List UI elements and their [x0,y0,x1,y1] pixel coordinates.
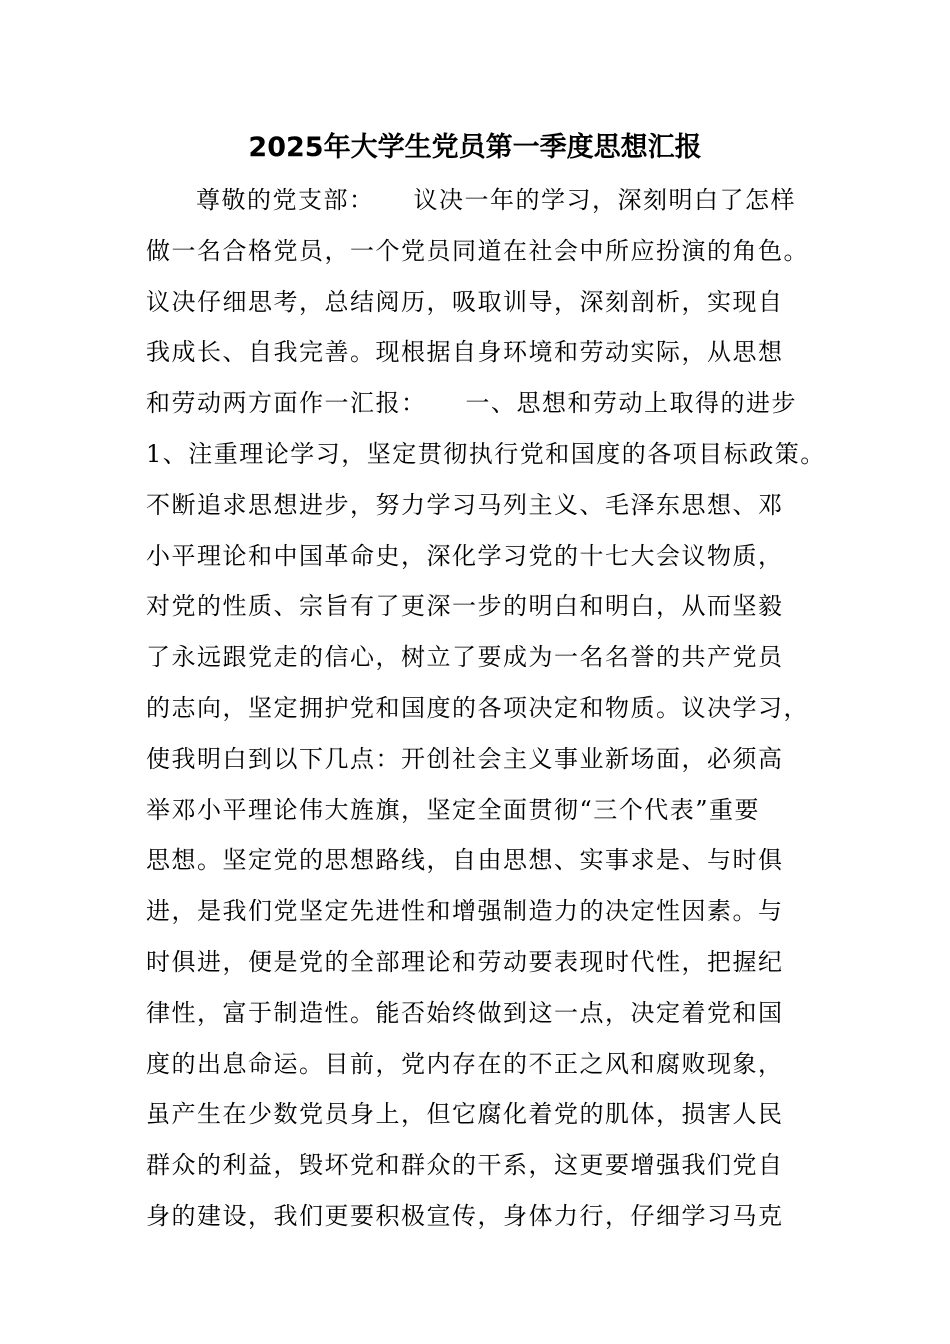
document-body [146,178,826,1245]
body-line: 了永远跟党走的信心，树立了要成为一名名誉的共产党员 [146,643,784,672]
body-line: 议决仔细思考，总结阅历，吸取训导，深刻剖析，实现自 [146,287,784,316]
body-line: 使我明白到以下几点：开创社会主义事业新场面，必须高 [146,744,784,773]
body-line: 度的出息命运。目前，党内存在的不正之风和腐败现象， [146,1049,784,1078]
body-line: 不断追求思想进步，努力学习马列主义、毛泽东思想、邓 [146,490,784,519]
body-line: 的志向，坚定拥护党和国度的各项决定和物质。议决学习， [146,693,809,722]
body-line: 律性，富于制造性。能否始终做到这一点，决定着党和国 [146,998,784,1027]
body-line: 身的建设，我们更要积极宣传，身体力行，仔细学习马克 [146,1201,784,1230]
body-line: 举邓小平理论伟大旌旗，坚定全面贯彻“三个代表”重要 [146,795,761,824]
body-line: 尊敬的党支部： 议决一年的学习，深刻明白了怎样 [196,186,796,214]
body-line: 和劳动两方面作一汇报： 一、思想和劳动上取得的进步 [146,389,797,418]
body-line: 群众的利益，毁坏党和群众的干系，这更要增强我们党自 [146,1151,784,1180]
body-line: 时俱进，便是党的全部理论和劳动要表现时代性，把握纪 [146,947,784,976]
body-line: 思想。坚定党的思想路线，自由思想、实事求是、与时俱 [146,846,784,875]
body-line: 1、注重理论学习，坚定贯彻执行党和国度的各项目标政策。 [146,439,826,468]
document-title: 2025年大学生党员第一季度思想汇报 [248,132,702,163]
body-line: 对党的性质、宗旨有了更深一步的明白和明白，从而坚毅 [146,592,784,621]
body-line: 进，是我们党坚定先进性和增强制造力的决定性因素。与 [146,897,784,926]
body-line: 我成长、自我完善。现根据自身环境和劳动实际，从思想 [146,338,784,367]
body-line: 虽产生在少数党员身上，但它腐化着党的肌体，损害人民 [146,1100,784,1129]
body-line: 做一名合格党员，一个党员同道在社会中所应扮演的角色。 [146,236,809,265]
body-line: 小平理论和中国革命史，深化学习党的十七大会议物质， [146,541,784,570]
